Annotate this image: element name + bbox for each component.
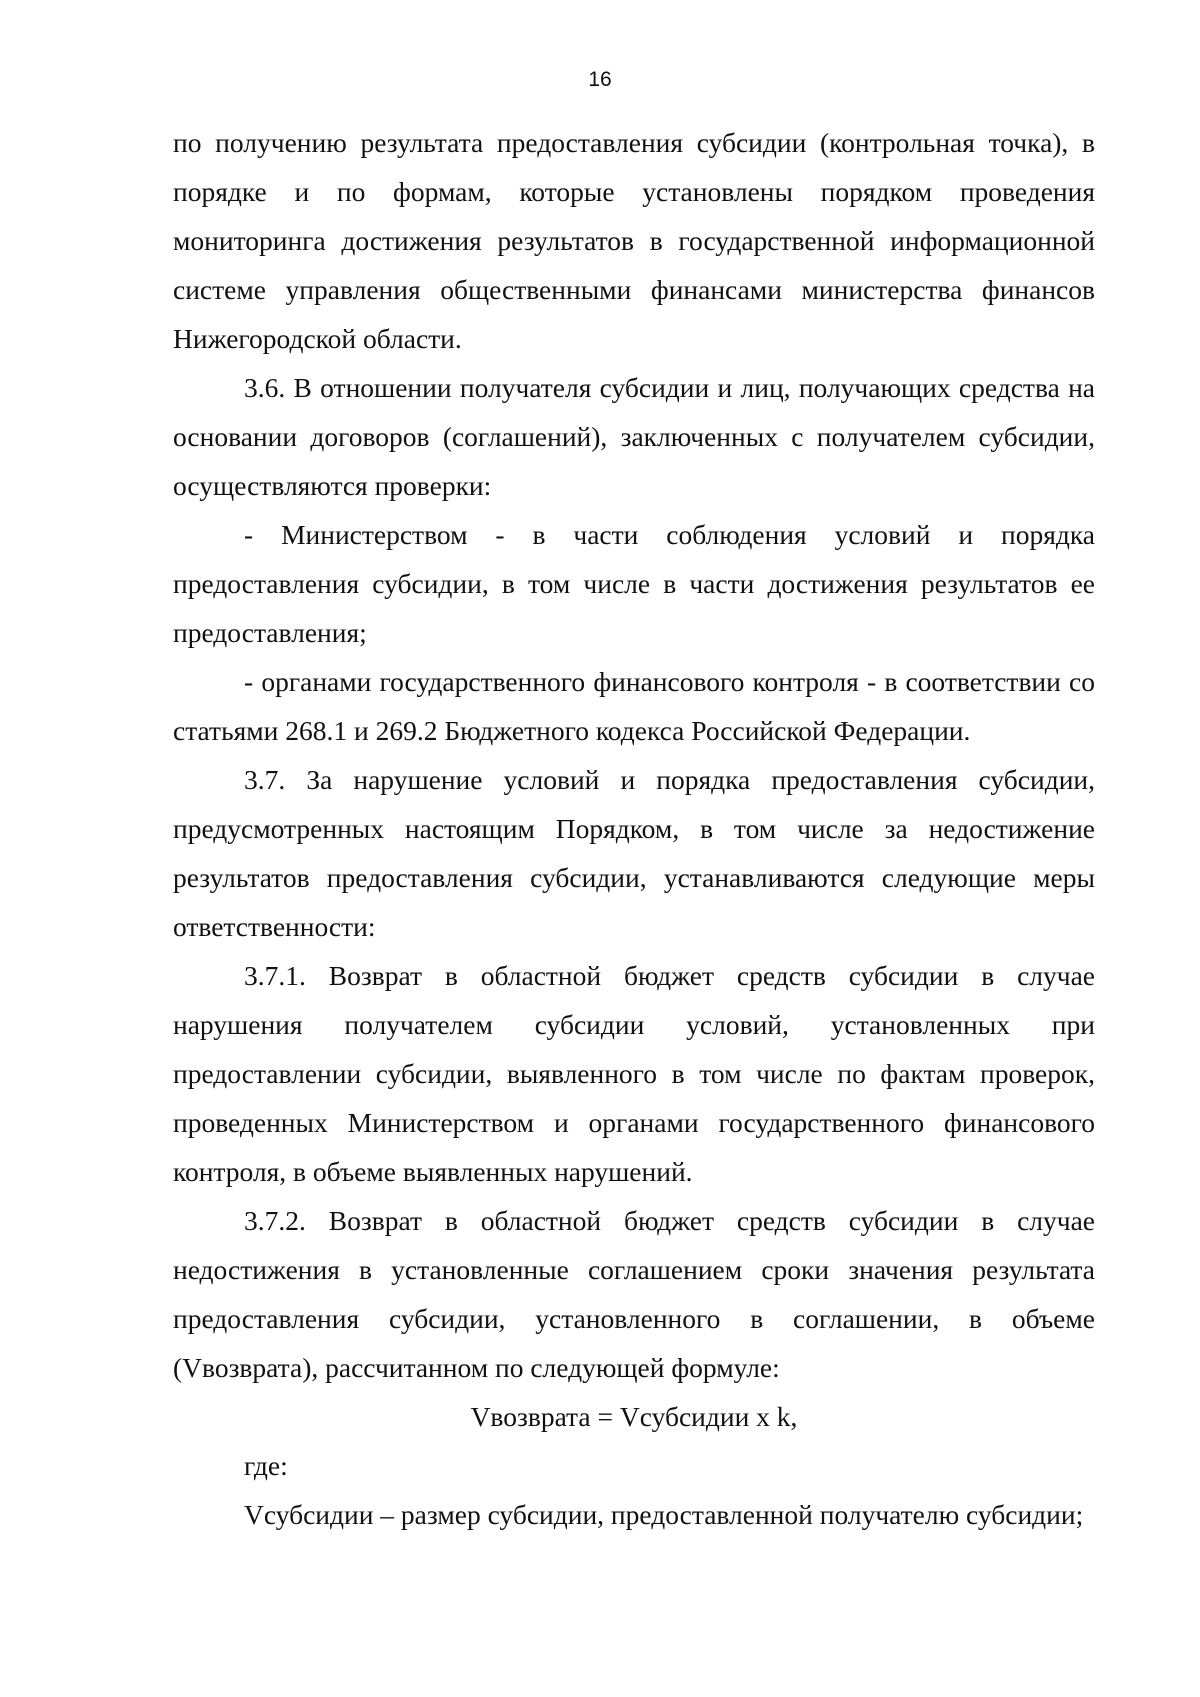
where-label: где: bbox=[244, 1450, 288, 1481]
return-formula: Vвозврата = Vсубсидии x k, bbox=[470, 1401, 798, 1432]
paragraph-control-bodies: - органами государственного финансового контроля - в соответствии со статьями 268.1 и 269.2 Бюджетного кодекса Российской Федерации. bbox=[173, 666, 1095, 746]
paragraph-3-7-2: 3.7.2. Возврат в областной бюджет средств субсидии в случае недостижения в установленные соглашением сроки значения результата предоставления субсидии, установленного в соглашении, в объеме (Vвозврата), рассчитанном по следующей формуле: bbox=[173, 1205, 1095, 1383]
page-number: 16 bbox=[588, 68, 612, 91]
subsidy-definition: Vсубсидии – размер субсидии, предоставленной получателю субсидии; bbox=[244, 1499, 1084, 1530]
paragraph-continuation: по получению результата предоставления субсидии (контрольная точка), в порядке и по формам, которые установлены порядком проведения мониторинга достижения результатов в государственной информационной системе управления общественными финансами министерства финансов Нижегородской области. bbox=[173, 127, 1095, 354]
paragraph-3-6: 3.6. В отношении получателя субсидии и лиц, получающих средства на основании договоров (соглашений), заключенных с получателем субсидии, осуществляются проверки: bbox=[173, 372, 1095, 501]
document-body bbox=[173, 118, 1095, 1539]
paragraph-3-7-1: 3.7.1. Возврат в областной бюджет средств субсидии в случае нарушения получателем субсидии условий, установленных при предоставлении субсидии, выявленного в том числе по фактам проверок, проведенных Министерством и органами государственного финансового контроля, в объеме выявленных нарушений. bbox=[173, 960, 1095, 1187]
paragraph-3-7: 3.7. За нарушение условий и порядка предоставления субсидии, предусмотренных настоящим Порядком, в том числе за недостижение результатов предоставления субсидии, устанавливаются следующие меры ответственности: bbox=[173, 764, 1095, 942]
paragraph-ministry-check: - Министерством - в части соблюдения условий и порядка предоставления субсидии, в том числе в части достижения результатов ее предоставления; bbox=[173, 519, 1095, 648]
